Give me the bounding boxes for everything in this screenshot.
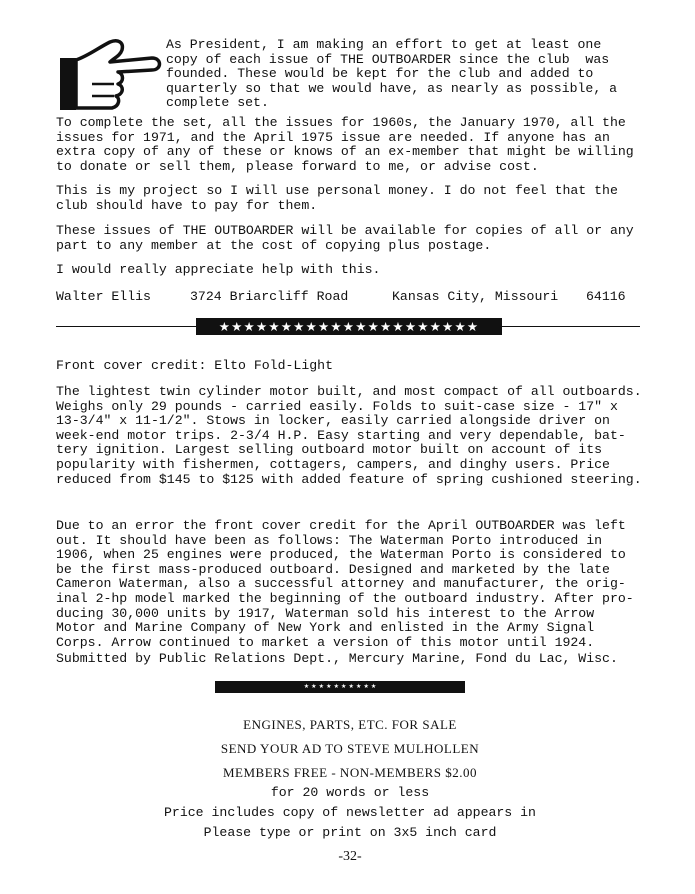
ad-line-words: for 20 words or less [270,785,430,800]
copies-available-paragraph: These issues of THE OUTBOARDER will be available for copies of all or any part to any member at the cost of copying plus postage. [56,223,634,253]
signature-zip: 64116 [586,289,626,304]
page-number: -32- [338,849,362,864]
ad-line-price: Price includes copy of newsletter ad appears in [164,805,536,820]
appreciate-paragraph: I would really appreciate help with this. [56,262,381,277]
star-divider-2: ★ ★ ★ ★ ★ ★ ★ ★ ★ ★ [215,681,465,693]
signature-city: Kansas City, Missouri [392,289,559,304]
correction-paragraph: Due to an error the front cover credit for the April OUTBOARDER was left out. It should have been as follows: The Waterman Porto introduced in 1906, when 25 engines were produced, the Waterman Porto is considered to be the first mass-produced outboard. Designed and marketed by the late Cameron Waterman, also a successful attorney and manufacturer, the orig- inal 2-hp model marked the beginning of the outboard industry. After pro- ducing 30,000 units by 1917, Waterman sold his interest to the Arrow Motor and Marine Company of New York and enlisted in the Army Signal Corps. Arrow continued to market a version of this motor until 1924. [56,518,634,650]
ad-line-card: Please type or print on 3x5 inch card [203,825,497,840]
signature-line [56,290,656,306]
ad-line-engines: ENGINES, PARTS, ETC. FOR SALE [243,717,457,732]
signature-street: 3724 Briarcliff Road [190,289,349,304]
pointing-hand-icon [58,38,164,114]
submitted-by: Submitted by Public Relations Dept., Mercury Marine, Fond du Lac, Wisc. [56,651,618,666]
intro-text: As President, I am making an effort to get at least one copy of each issue of THE OUTBOARDER since the club was founded. These would be kept for the club and added to quarterly so that we would have, as nearly as possible, a complete set. [166,37,618,111]
divider-line-right [500,326,640,327]
signature-name: Walter Ellis [56,289,151,304]
ad-line-members: MEMBERS FREE - NON-MEMBERS $2.00 [223,765,477,780]
star-divider-1: ★★★★★★★★★★★★★★★★★★★★★ [196,318,502,335]
front-cover-credit-heading: Front cover credit: Elto Fold-Light [56,358,333,373]
divider-line-left [56,326,198,327]
front-cover-description: The lightest twin cylinder motor built, and most compact of all outboards. Weighs only 29 pounds - carried easily. Folds to suit-case size - 17" x 13-3/4" x 11-1/2". Stows in locker, easily carried alongside driver on week-end motor trips. 2-3/4 H.P. Easy starting and very dependable, bat- tery ignition. Largest selling outboard motor built on account of its popularity with fishermen, cottagers, campers, and dinghy users. Price reduced from $145 to $125 with added feature of spring cushioned steering. [56,384,642,487]
ad-line-send: SEND YOUR AD TO STEVE MULHOLLEN [220,741,480,756]
personal-money-paragraph: This is my project so I will use personal money. I do not feel that the club should have to pay for them. [56,183,618,213]
needed-issues-paragraph: To complete the set, all the issues for 1960s, the January 1970, all the issues for 1971, and the April 1975 issue are needed. If anyone has an extra copy of any of these or knows of an ex-member that might be willing to donate or sell them, please forward to me, or advise cost. [56,115,634,174]
